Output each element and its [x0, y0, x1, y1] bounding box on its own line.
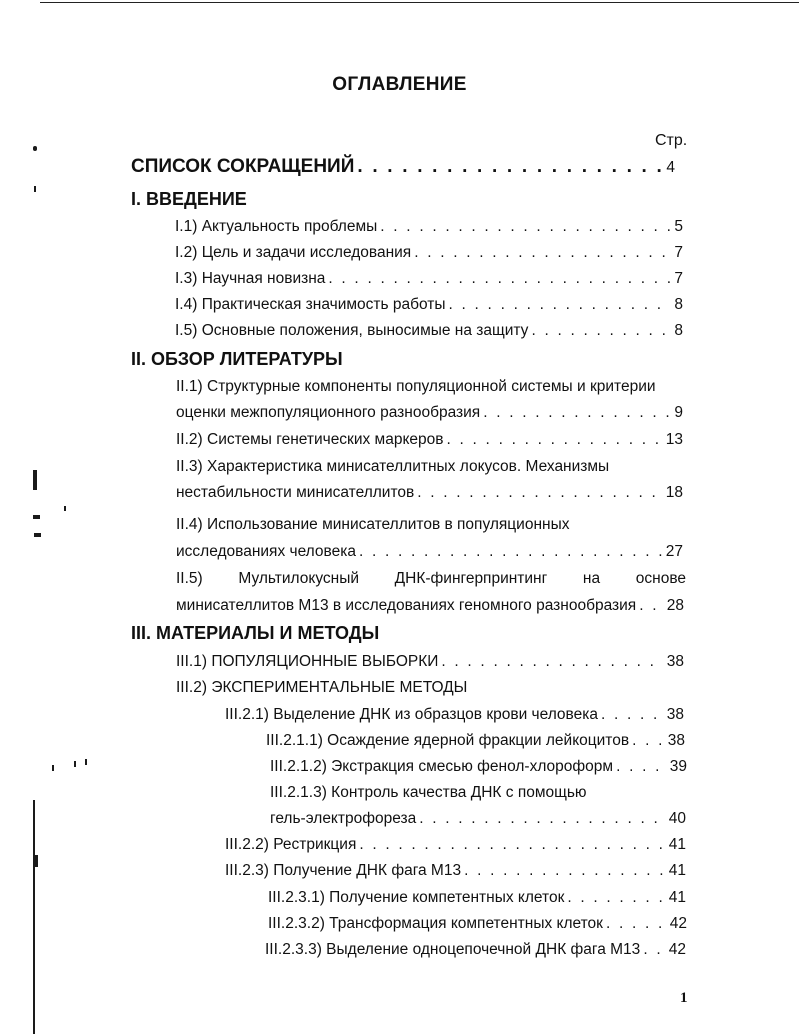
toc-entry-label: I.2) Цель и задачи исследования	[175, 244, 412, 261]
toc-entry-label: минисателлитов М13 в исследованиях геномного разнообразия	[176, 597, 637, 614]
toc-entry-page: 8	[674, 296, 683, 313]
toc-entry-page: 38	[667, 732, 685, 749]
scan-speck	[34, 533, 41, 537]
toc-entry[interactable]	[175, 244, 683, 262]
toc-entry-line1[interactable]: II.4) Использование минисателлитов в популяционных	[176, 516, 570, 533]
toc-entry-page: 5	[674, 218, 683, 235]
dot-leader	[639, 597, 664, 615]
dot-leader	[632, 732, 665, 750]
page-number: 1	[680, 990, 688, 1006]
toc-entry-page: 41	[668, 862, 686, 879]
toc-entry[interactable]	[176, 597, 684, 615]
scan-speck	[34, 186, 36, 192]
dot-leader	[483, 404, 671, 422]
toc-entry-line1[interactable]: II.3) Характеристика минисателлитных локусов. Механизмы	[176, 458, 610, 475]
dot-leader	[417, 484, 663, 502]
scan-speck	[74, 761, 76, 767]
toc-entry[interactable]	[268, 915, 687, 933]
toc-entry-line1[interactable]: II.1) Структурные компоненты популяционной системы и критерии	[176, 378, 656, 395]
toc-entry-label: III.2.3.3) Выделение одноцепочечной ДНК фага М13	[265, 941, 641, 958]
toc-entry-page: 27	[665, 543, 683, 560]
toc-entry-abbreviations[interactable]	[131, 156, 675, 178]
toc-entry-page: 13	[665, 431, 683, 448]
toc-entry-label: гель-электрофореза	[270, 810, 417, 827]
section-heading[interactable]: I. ВВЕДЕНИЕ	[131, 189, 247, 209]
page-column-label: Стр.	[655, 132, 688, 149]
toc-entry-page: 9	[674, 404, 683, 421]
dot-leader	[441, 653, 663, 671]
dot-leader	[414, 244, 671, 262]
toc-entry-label: III.2.3.1) Получение компетентных клеток	[268, 889, 565, 906]
toc-entry-label: III.2.3.2) Трансформация компетентных клеток	[268, 915, 603, 932]
section-heading[interactable]: III. МАТЕРИАЛЫ И МЕТОДЫ	[131, 623, 380, 643]
dot-leader	[359, 836, 665, 854]
toc-entry-page: 41	[668, 889, 686, 906]
toc-entry-label: III.2.1.1) Осаждение ядерной фракции лейкоцитов	[266, 732, 630, 749]
page-title: ОГЛАВЛЕНИЕ	[332, 74, 467, 95]
word: Мультилокусный	[238, 570, 359, 587]
toc-entry-line1[interactable]: III.2.1.3) Контроль качества ДНК с помощью	[270, 784, 587, 801]
scan-edge-line	[33, 800, 35, 1034]
toc-entry-page: 28	[666, 597, 684, 614]
toc-entry[interactable]	[225, 706, 684, 724]
scan-speck	[64, 506, 66, 511]
dot-leader	[449, 296, 672, 314]
dot-leader	[419, 810, 666, 828]
toc-entry[interactable]	[175, 218, 683, 236]
dot-leader	[643, 941, 665, 959]
word: на	[582, 570, 601, 587]
dot-leader	[380, 218, 671, 236]
toc-entry[interactable]	[176, 653, 684, 671]
toc-entry-label: I.1) Актуальность проблемы	[175, 218, 378, 235]
toc-entry[interactable]	[176, 484, 683, 502]
toc-entry-label: нестабильности минисателлитов	[176, 484, 415, 501]
dot-leader	[531, 322, 671, 340]
toc-entry-label: I.5) Основные положения, выносимые на защиту	[175, 322, 529, 339]
toc-entry-page: 18	[665, 484, 683, 501]
dot-leader	[606, 915, 667, 933]
toc-entry[interactable]	[176, 543, 683, 561]
toc-entry-page: 42	[669, 915, 687, 932]
word: ДНК-фингерпринтинг	[394, 570, 548, 587]
dot-leader	[447, 431, 663, 449]
scan-speck	[33, 470, 37, 490]
word: II.5)	[176, 570, 203, 587]
dot-leader	[359, 543, 663, 561]
toc-entry-page: 40	[668, 810, 686, 827]
toc-entry-label: III.2.2) Рестрикция	[225, 836, 357, 853]
toc-entry-label: III.2.1.2) Экстракция смесью фенол-хлороформ	[270, 758, 614, 775]
toc-entry[interactable]	[175, 322, 683, 340]
toc-entry-label: III.1) ПОПУЛЯЦИОННЫЕ ВЫБОРКИ	[176, 653, 439, 670]
toc-entry-page: 39	[669, 758, 687, 775]
toc-entry-page: 41	[668, 836, 686, 853]
scan-speck	[33, 515, 40, 519]
toc-entry[interactable]	[175, 270, 683, 288]
toc-entry[interactable]	[175, 296, 683, 314]
dot-leader	[616, 758, 667, 776]
toc-entry-label: исследованиях человека	[176, 543, 356, 560]
section-heading[interactable]: II. ОБЗОР ЛИТЕРАТУРЫ	[131, 349, 343, 369]
toc-entry[interactable]	[176, 431, 683, 449]
toc-entry-page: 4	[666, 159, 675, 176]
toc-entry[interactable]	[266, 732, 685, 750]
toc-entry-label: оценки межпопуляционного разнообразия	[176, 404, 481, 421]
dot-leader	[357, 156, 663, 178]
toc-entry[interactable]	[176, 404, 683, 422]
scan-speck	[52, 765, 54, 771]
toc-entry-label: I.3) Научная новизна	[175, 270, 326, 287]
toc-entry-justified-line[interactable]	[176, 570, 686, 588]
toc-entry-page: 7	[674, 270, 683, 287]
toc-entry[interactable]	[225, 836, 686, 854]
dot-leader	[601, 706, 664, 724]
toc-entry-label: II.2) Системы генетических маркеров	[176, 431, 444, 448]
toc-entry-page: 7	[674, 244, 683, 261]
dot-leader	[567, 889, 665, 907]
toc-entry[interactable]	[268, 889, 686, 907]
toc-entry[interactable]	[270, 810, 686, 828]
toc-entry-page: 38	[666, 653, 684, 670]
toc-entry[interactable]	[270, 758, 687, 776]
toc-entry-page: 38	[666, 706, 684, 723]
toc-entry-page: 42	[668, 941, 686, 958]
toc-entry-label: I.4) Практическая значимость работы	[175, 296, 446, 313]
toc-entry[interactable]: III.2) ЭКСПЕРИМЕНТАЛЬНЫЕ МЕТОДЫ	[176, 679, 468, 696]
toc-entry-label: СПИСОК СОКРАЩЕНИЙ	[131, 156, 355, 177]
scan-speck	[85, 759, 87, 765]
toc-entry[interactable]	[225, 862, 686, 880]
dot-leader	[464, 862, 666, 880]
scan-speck	[33, 146, 37, 151]
dot-leader	[328, 270, 671, 288]
word: основе	[635, 570, 686, 587]
toc-entry-label: III.2.3) Получение ДНК фага М13	[225, 862, 462, 879]
top-border-line	[40, 2, 799, 3]
toc-entry-label: III.2.1) Выделение ДНК из образцов крови человека	[225, 706, 598, 723]
toc-entry[interactable]	[265, 941, 686, 959]
scan-speck	[33, 855, 38, 867]
toc-entry-page: 8	[674, 322, 683, 339]
